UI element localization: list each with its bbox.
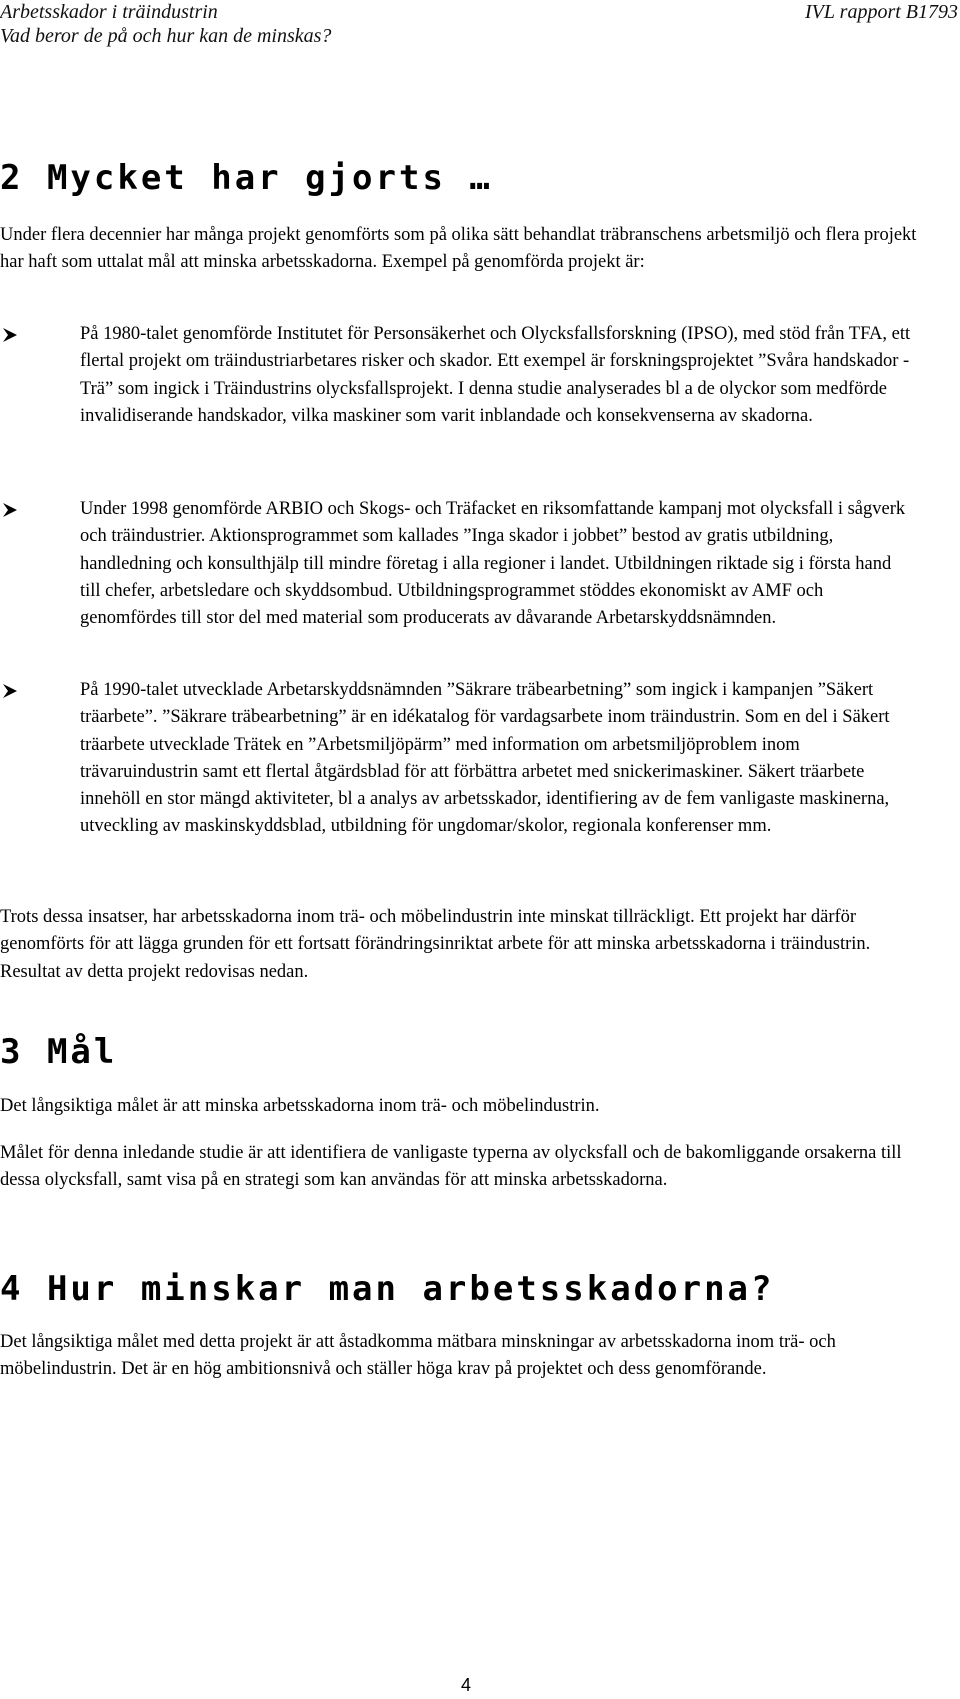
arrowhead-bullet-icon	[3, 503, 17, 517]
running-header-left	[0, 0, 331, 48]
list-item	[0, 496, 925, 632]
list-item-text: Under 1998 genomförde ARBIO och Skogs- och Träfacket en riksomfattande kampanj mot olycksfall i sågverk och träindustrier. Aktionsprogrammet som kallades ”Inga skador i jobbet” bestod av gratis utbildning, handledning och konsulthjälp till mindre företag i alla regioner i landet. Utbildningen riktade sig i första hand till chefer, arbetsledare och skyddsombud. Utbildningsprogrammet stöddes ekonomiskt av AMF och genomfördes till stor del med material som producerats av dåvarande Arbetarskyddsnämnden.	[80, 499, 906, 629]
section-3-paragraph-1: Det långsiktiga målet är att minska arbetsskadorna inom trä- och möbelindustrin.	[0, 1096, 600, 1116]
running-header-right	[805, 0, 958, 24]
header-report-subtitle: Vad beror de på och hur kan de minskas?	[0, 25, 332, 47]
section-4-heading: 4 Hur minskar man arbetsskadorna?	[0, 1269, 775, 1309]
list-item	[0, 677, 925, 841]
section-2-heading: 2 Mycket har gjorts …	[0, 158, 493, 198]
section-2-intro: Under flera decennier har många projekt genomförts som på olika sätt behandlat träbranschens arbetsmiljö och flera projekt har haft som uttalat mål att minska arbetsskadorna. Exempel på genomförda projekt är:	[0, 225, 917, 273]
section-4-paragraph-1: Det långsiktiga målet med detta projekt är att åstadkomma mätbara minskningar av arbetsskadorna inom trä- och möbelindustrin. Det är en hög ambitionsnivå och ställer höga krav på projektet och dess genomförande.	[0, 1332, 836, 1380]
page-number: 4	[461, 1675, 472, 1695]
section-3-paragraph-2: Målet för denna inledande studie är att identifiera de vanligaste typerna av olycksfall och de bakomliggande orsakerna till dessa olycksfall, samt visa på en strategi som kan användas för att minska arbetsskadorna.	[0, 1143, 902, 1191]
section-3-heading: 3 Mål	[0, 1032, 118, 1072]
arrowhead-bullet-icon	[3, 684, 17, 698]
section-2-closing: Trots dessa insatser, har arbetsskadorna inom trä- och möbelindustrin inte minskat tillräckligt. Ett projekt har därför genomförts för att lägga grunden för ett fortsatt förändringsinriktat arbete för att minska arbetsskadorna i träindustrin. Resultat av detta projekt redovisas nedan.	[0, 907, 871, 982]
list-item	[0, 321, 925, 430]
list-item-text: På 1990-talet utvecklade Arbetarskyddsnämnden ”Säkrare träbearbetning” som ingick i kampanjen ”Säkert träarbete”. ”Säkrare träbearbetning” är en idékatalog för vardagsarbete inom träindustrin. Som en del i Säkert träarbete utvecklade Trätek en ”Arbetsmiljöpärm” med information om arbetsmiljöproblem inom trävaruindustrin samt ett flertal åtgärdsblad för att förbättra arbetet med snickerimaskiner. Säkert träarbete innehöll en stor mängd aktiviteter, bl a analys av arbetsskador, identifiering av de fem vanligaste maskinerna, utveckling av maskinskyddsblad, utbildning för ungdomar/skolor, regionala konferenser mm.	[80, 680, 890, 837]
list-item-text: På 1980-talet genomförde Institutet för Personsäkerhet och Olycksfallsforskning (IPSO), med stöd från TFA, ett flertal projekt om träindustriarbetares risker och skador. Ett exempel är forskningsprojektet ”Svåra handskador - Trä” som ingick i Träindustrins olycksfallsprojekt. I denna studie analyserades bl a de olyckor som medförde invalidiserande handskador, vilka maskiner som varit inblandade och konsekvenserna av skadorna.	[80, 324, 911, 426]
arrowhead-bullet-icon	[3, 328, 17, 342]
header-report-number: IVL rapport B1793	[805, 1, 958, 23]
header-report-title: Arbetsskador i träindustrin	[0, 1, 218, 23]
